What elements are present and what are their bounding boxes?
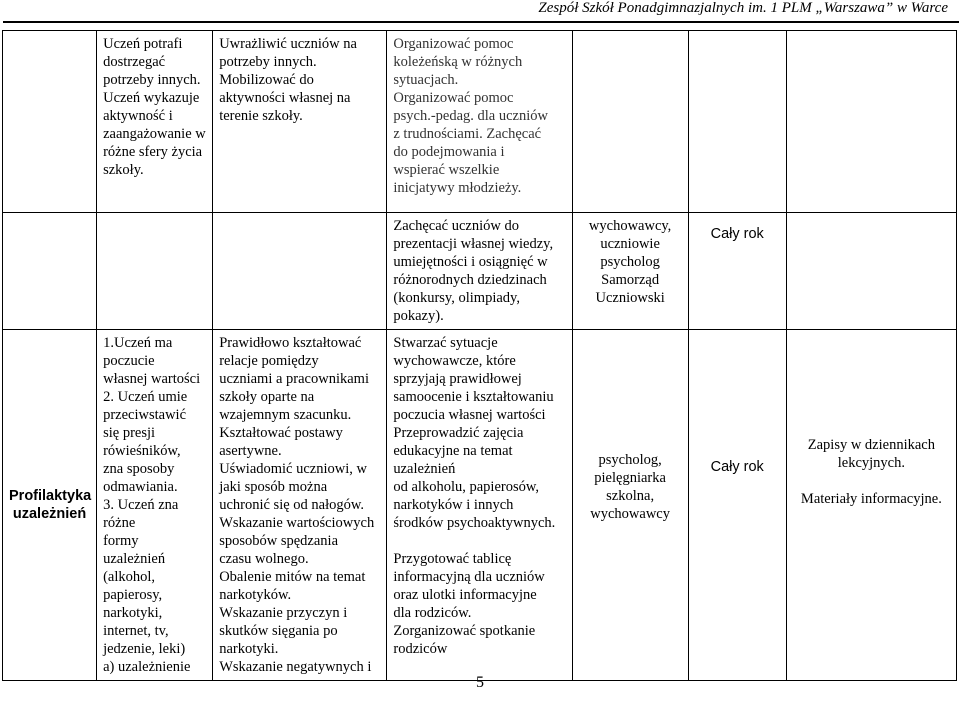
text-line: umiejętności i osiągnięć w bbox=[393, 254, 548, 270]
text-line: zna sposoby bbox=[103, 461, 175, 477]
text-line: Wskazanie wartościowych bbox=[219, 515, 375, 531]
text-line: czasu wolnego. bbox=[219, 551, 309, 567]
plan-table bbox=[2, 30, 957, 681]
goal-cell bbox=[97, 330, 213, 681]
text-line: Wskazanie przyczyn i bbox=[219, 605, 348, 621]
activity-text bbox=[393, 35, 565, 197]
text-line: relacje pomiędzy bbox=[219, 353, 319, 369]
text-line: z trudnościami. Zachęcać bbox=[393, 126, 542, 142]
text-line: jedzenie, leki) bbox=[103, 641, 186, 657]
goal-cell bbox=[97, 213, 213, 330]
text-line: informacyjną dla uczniów bbox=[393, 569, 545, 585]
text-line: wychowawcy bbox=[590, 506, 670, 522]
text-line: wzajemnym szacunku. bbox=[219, 407, 352, 423]
stage-text bbox=[9, 487, 90, 523]
text-line: Profilaktyka bbox=[9, 488, 92, 504]
text-line: Kształtować postawy bbox=[219, 425, 343, 441]
text-line: skutków sięgania po bbox=[219, 623, 338, 639]
task-cell bbox=[213, 213, 387, 330]
text-line: Uświadomić uczniowi, w bbox=[219, 461, 367, 477]
text-line: aktywność i bbox=[103, 108, 173, 124]
text-line: poczucie bbox=[103, 353, 155, 369]
text-line: Samorząd bbox=[601, 272, 660, 288]
text-line: Materiały informacyjne. bbox=[800, 491, 942, 507]
text-line: od alkoholu, papierosów, bbox=[393, 479, 540, 495]
when-cell bbox=[688, 31, 786, 213]
text-line: psycholog, bbox=[598, 452, 662, 468]
when-text: Cały rok bbox=[710, 459, 764, 475]
text-line: narkotyków. bbox=[219, 587, 292, 603]
text-line bbox=[793, 472, 950, 490]
text-line: Wskazanie negatywnych i bbox=[219, 659, 372, 675]
text-line: dla rodziców. bbox=[393, 605, 472, 621]
text-line: wspierać wszelkie bbox=[393, 162, 500, 178]
text-line: Prawidłowo kształtować bbox=[219, 335, 362, 351]
activity-text bbox=[393, 217, 565, 325]
activity-cell bbox=[387, 213, 572, 330]
docs-cell bbox=[786, 330, 956, 681]
text-line: narkotyki. bbox=[219, 641, 279, 657]
text-line: Zorganizować spotkanie bbox=[393, 623, 536, 639]
text-line: Przeprowadzić zajęcia bbox=[393, 425, 524, 441]
text-line: uzależnień bbox=[103, 551, 166, 567]
text-line: internet, tv, bbox=[103, 623, 169, 639]
text-line: potrzeby innych. bbox=[219, 54, 317, 70]
docs-cell bbox=[786, 213, 956, 330]
activity-cell bbox=[387, 330, 572, 681]
docs-cell bbox=[786, 31, 956, 213]
text-line: Zapisy w dziennikach bbox=[807, 437, 935, 453]
text-line: różne sfery życia bbox=[103, 144, 203, 160]
text-line: formy bbox=[103, 533, 139, 549]
when-cell bbox=[688, 213, 786, 330]
text-line: rówieśników, bbox=[103, 443, 181, 459]
text-line: 2. Uczeń umie bbox=[103, 389, 188, 405]
text-line: uczniowie bbox=[600, 236, 660, 252]
table-row bbox=[3, 31, 957, 213]
text-line: uchronić się od nałogów. bbox=[219, 497, 365, 513]
docs-text bbox=[793, 436, 950, 508]
table-row bbox=[3, 330, 957, 681]
text-line: pielęgniarka bbox=[594, 470, 666, 486]
activity-cell bbox=[387, 31, 572, 213]
text-line: (konkursy, olimpiady, bbox=[393, 290, 520, 306]
text-line: sytuacjach. bbox=[393, 72, 459, 88]
text-line: odmawiania. bbox=[103, 479, 178, 495]
header-rule bbox=[3, 21, 959, 23]
text-line: własnej wartości bbox=[103, 371, 201, 387]
text-line: Organizować pomoc bbox=[393, 36, 514, 52]
text-line: do podejmowania i bbox=[393, 144, 505, 160]
text-line: edukacyjne na temat bbox=[393, 443, 513, 459]
when-text: Cały rok bbox=[710, 226, 764, 242]
text-line: jaki sposób można bbox=[219, 479, 328, 495]
text-line: potrzeby innych. bbox=[103, 72, 201, 88]
text-line: szkolna, bbox=[606, 488, 655, 504]
table-row bbox=[3, 213, 957, 330]
text-line: Zachęcać uczniów do bbox=[393, 218, 519, 234]
text-line: 3. Uczeń zna bbox=[103, 497, 179, 513]
text-line: inicjatywy młodzieży. bbox=[393, 180, 522, 196]
text-line: terenie szkoły. bbox=[219, 108, 303, 124]
text-line: Uczniowski bbox=[595, 290, 665, 306]
text-line: papierosy, bbox=[103, 587, 163, 603]
activity-text-b bbox=[393, 550, 565, 658]
goal-text bbox=[103, 334, 206, 676]
who-text bbox=[579, 451, 682, 523]
text-line: (alkohol, bbox=[103, 569, 156, 585]
stage-cell bbox=[3, 213, 97, 330]
text-line: lekcyjnych. bbox=[837, 455, 905, 471]
document-header: Zespół Szkół Ponadgimnazjalnych im. 1 PLM „Warszawa” w Warce bbox=[538, 0, 948, 16]
text-line: rodziców bbox=[393, 641, 448, 657]
task-text bbox=[219, 334, 380, 676]
text-line: Uwrażliwić uczniów na bbox=[219, 36, 357, 52]
page-number: 5 bbox=[476, 674, 484, 691]
text-line: uzależnień bbox=[393, 461, 456, 477]
task-cell bbox=[213, 31, 387, 213]
text-line: psycholog bbox=[600, 254, 660, 270]
text-line: się presji bbox=[103, 425, 156, 441]
who-text bbox=[579, 217, 682, 307]
text-line: oraz ulotki informacyjne bbox=[393, 587, 537, 603]
who-cell bbox=[572, 31, 688, 213]
when-cell bbox=[688, 330, 786, 681]
stage-cell bbox=[3, 330, 97, 681]
text-line: narkotyków i innych bbox=[393, 497, 514, 513]
text-line: aktywności własnej na bbox=[219, 90, 351, 106]
text-line: sprzyjają prawidłowej bbox=[393, 371, 522, 387]
text-line: wychowawcze, które bbox=[393, 353, 516, 369]
text-line: koleżeńską w różnych bbox=[393, 54, 523, 70]
text-line: środków psychoaktywnych. bbox=[393, 515, 556, 531]
text-line: pokazy). bbox=[393, 308, 444, 324]
text-line: psych.-pedag. dla uczniów bbox=[393, 108, 548, 124]
text-line: asertywne. bbox=[219, 443, 282, 459]
text-line: prezentacji własnej wiedzy, bbox=[393, 236, 554, 252]
who-cell bbox=[572, 330, 688, 681]
text-line: a) uzależnienie bbox=[103, 659, 191, 675]
text-line: Obalenie mitów na temat bbox=[219, 569, 366, 585]
text-line: sposobów spędzania bbox=[219, 533, 338, 549]
goal-cell bbox=[97, 31, 213, 213]
text-line: uzależnień bbox=[12, 506, 87, 522]
text-line: zaangażowanie w bbox=[103, 126, 206, 142]
text-line: Uczeń wykazuje bbox=[103, 90, 200, 106]
text-line: narkotyki, bbox=[103, 605, 163, 621]
task-text bbox=[219, 35, 380, 125]
text-line: Przygotować tablicę bbox=[393, 551, 512, 567]
text-line: samoocenie i kształtowaniu bbox=[393, 389, 554, 405]
text-line: dostrzegać bbox=[103, 54, 166, 70]
text-line: różnorodnych dziedzinach bbox=[393, 272, 547, 288]
text-line: szkoły oparte na bbox=[219, 389, 315, 405]
text-line: uczniami a pracownikami bbox=[219, 371, 369, 387]
task-cell bbox=[213, 330, 387, 681]
text-line: 1.Uczeń ma bbox=[103, 335, 173, 351]
text-line: Organizować pomoc bbox=[393, 90, 514, 106]
text-line: wychowawcy, bbox=[588, 218, 672, 234]
stage-cell bbox=[3, 31, 97, 213]
spacer bbox=[393, 532, 565, 550]
text-line: przeciwstawić bbox=[103, 407, 187, 423]
text-line: Mobilizować do bbox=[219, 72, 314, 88]
text-line: szkoły. bbox=[103, 162, 144, 178]
goal-text bbox=[103, 35, 206, 179]
text-line: poczucia własnej wartości bbox=[393, 407, 546, 423]
who-cell bbox=[572, 213, 688, 330]
text-line: Uczeń potrafi bbox=[103, 36, 183, 52]
text-line: Stwarzać sytuacje bbox=[393, 335, 498, 351]
activity-text-a bbox=[393, 334, 565, 532]
text-line: różne bbox=[103, 515, 136, 531]
